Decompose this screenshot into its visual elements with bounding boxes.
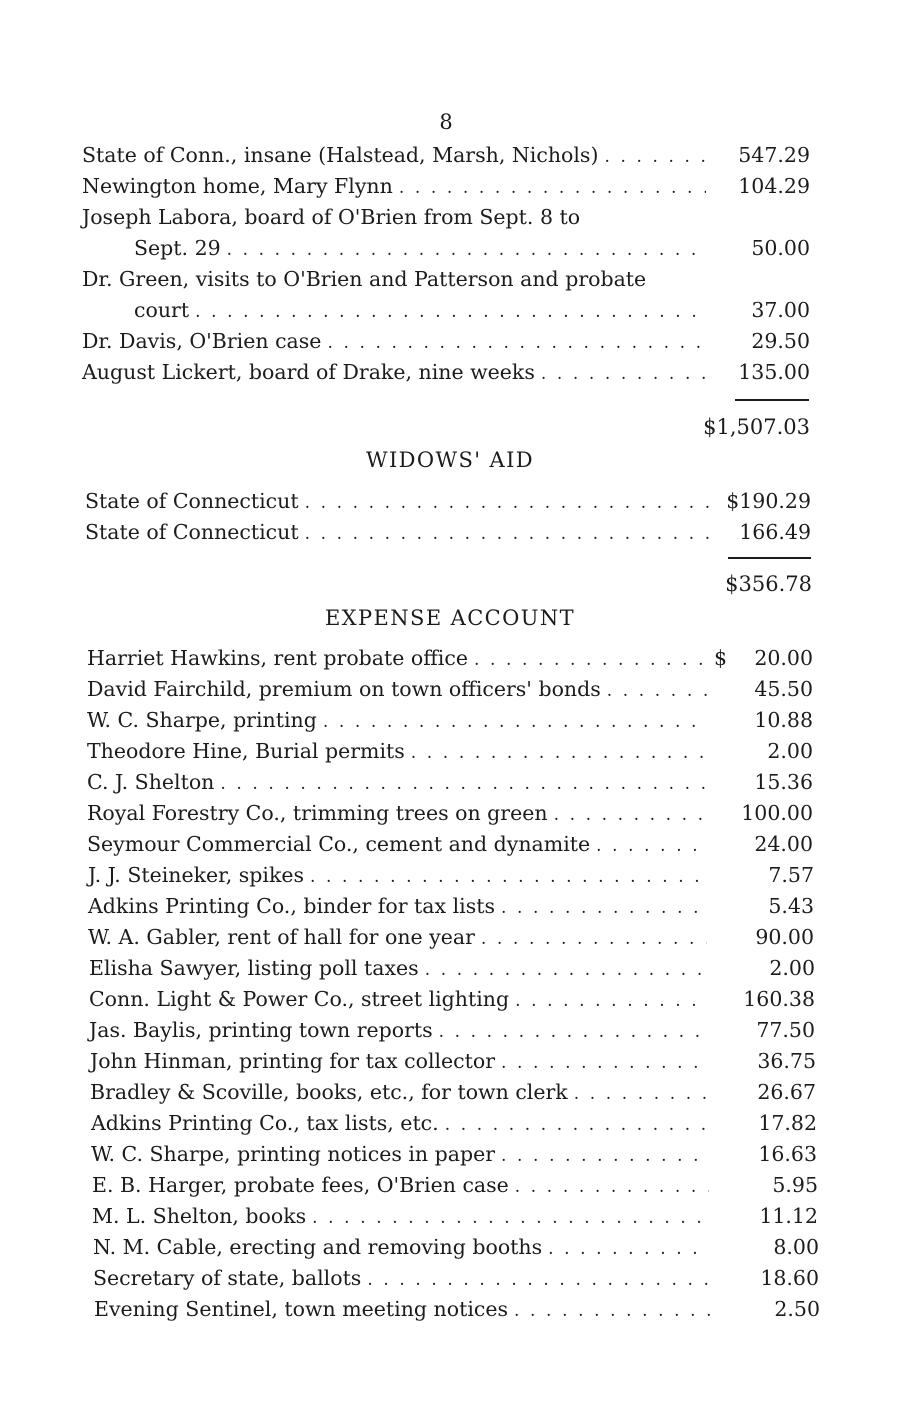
ledger-row [0,1077,900,1108]
entry-amount: 17.82 [758,1111,817,1135]
entry-description: State of Connecticut [85,489,299,513]
leader-dots [514,1296,711,1327]
entry-amount: 104.29 [738,174,810,198]
entry-amount: 29.50 [751,329,810,353]
leader-dots [501,1141,708,1172]
ledger-item [92,1201,715,1234]
entry-amount: 16.63 [758,1142,817,1166]
entry-description: Royal Forestry Co., trimming trees on green [87,801,548,825]
entry-description: Conn. Light & Power Co., street lighting [89,987,510,1011]
entry-description: Theodore Hine, Burial permits [87,739,405,763]
ledger-item [87,798,713,831]
entry-amount: 2.00 [769,956,815,980]
entry-description: Harriet Hawkins, rent probate office [87,646,468,670]
ledger-item [89,953,713,986]
leader-dots [310,862,707,893]
ledger-row [0,1201,900,1232]
ledger-row [0,767,900,798]
widows-aid-heading: WIDOWS' AID [365,448,535,472]
entry-description: W. A. Gabler, rent of hall for one year [88,925,475,949]
entry-amount: 100.00 [741,801,813,825]
entry-amount: 11.12 [759,1204,818,1228]
leader-dots [323,707,707,738]
ledger-row [0,643,900,674]
leader-dots [367,1265,710,1296]
entry-amount: 135.00 [738,360,810,384]
ledger-row [0,357,900,388]
expense-account-section [0,643,900,1325]
widows-aid-section [0,486,900,548]
leader-dots [305,488,720,519]
entry-amount: 5.43 [768,894,814,918]
ledger-item [90,1077,714,1110]
ledger-row [0,798,900,829]
ledger-row [0,202,900,264]
ledger-item [87,736,713,769]
ledger-row [0,860,900,891]
ledger-row [0,1294,900,1325]
leader-dots [312,1203,709,1234]
entry-description: Jas. Baylis, printing town reports [89,1018,433,1042]
entry-amount: 18.60 [760,1266,819,1290]
entry-description: Bradley & Scoville, books, etc., for town clerk [90,1080,568,1104]
ledger-item [88,860,713,893]
entry-amount: 24.00 [754,832,813,856]
leader-dots [195,297,706,328]
leader-dots [425,955,707,986]
entry-description: W. C. Sharpe, printing [87,708,317,732]
ledger-item [82,326,712,359]
dollar-sign: $ [713,646,727,670]
entry-amount: 37.00 [751,298,810,322]
leader-dots [439,1017,707,1048]
ledger-item [91,1139,714,1172]
leader-dots [548,1234,710,1265]
care-total: $1,507.03 [703,415,810,439]
ledger-item [87,705,713,738]
entry-amount: $190.29 [726,489,811,513]
entry-description: State of Conn., insane (Halstead, Marsh, Nichols) [82,143,599,167]
ledger-row [0,922,900,953]
ledger-row [0,1015,900,1046]
leader-dots [445,1110,708,1141]
entry-description: J. J. Steineker, spikes [88,863,305,887]
ledger-item [87,674,713,707]
entry-amount: 2.00 [767,739,813,763]
total-rule [735,399,809,401]
ledger-item [82,171,712,204]
care-section [0,140,900,388]
ledger-row [0,1170,900,1201]
leader-dots [399,173,706,204]
leader-dots [220,769,707,800]
ledger-item [88,891,713,924]
leader-dots [227,235,706,266]
entry-amount: 166.49 [739,520,811,544]
entry-amount: 547.29 [738,143,810,167]
ledger-item [91,1108,714,1141]
ledger-item [89,1015,713,1048]
entry-description: Secretary of state, ballots [93,1266,362,1290]
ledger-row [0,517,900,548]
ledger-item [89,984,713,1017]
ledger-item [87,829,713,862]
ledger-row [0,1232,900,1263]
page-number: 8 [439,110,453,134]
ledger-item [87,643,727,676]
ledger-row [0,705,900,736]
total-rule [728,557,811,559]
leader-dots [327,328,706,359]
ledger-item [93,1232,716,1265]
entry-description: Adkins Printing Co., tax lists, etc. [91,1111,439,1135]
ledger-row [0,674,900,705]
entry-amount: 90.00 [755,925,814,949]
ledger-row [0,1108,900,1139]
leader-dots [515,986,707,1017]
ledger-item [93,1263,716,1296]
entry-amount: 160.38 [743,987,815,1011]
entry-description: M. L. Shelton, books [92,1204,307,1228]
entry-description: State of Connecticut [85,520,299,544]
leader-dots [474,645,708,676]
ledger-row [0,264,900,326]
entry-description: August Lickert, board of Drake, nine weeks [82,360,535,384]
ledger-item [82,140,712,173]
entry-amount: 7.57 [768,863,814,887]
entry-description: W. C. Sharpe, printing notices in paper [91,1142,496,1166]
ledger-row [0,140,900,171]
entry-description: Newington home, Mary Flynn [82,174,393,198]
entry-description: Dr. Davis, O'Brien case [82,329,322,353]
leader-dots [501,893,707,924]
ledger-row [0,1263,900,1294]
expense-account-heading: EXPENSE ACCOUNT [324,606,576,630]
leader-dots [305,519,720,550]
entry-description: C. J. Shelton [87,770,215,794]
entry-description: Elisha Sawyer, listing poll taxes [89,956,419,980]
entry-description: Sept. 29 [134,236,221,260]
ledger-row [0,1139,900,1170]
ledger-item [92,1170,715,1203]
ledger-row [0,486,900,517]
entry-amount: 50.00 [751,236,810,260]
ledger-item [88,922,713,955]
ledger-row [0,984,900,1015]
entry-amount: 20.00 [754,646,813,670]
entry-description-line: Joseph Labora, board of O'Brien from Sept. 8 to [82,205,581,229]
ledger-item [94,1294,717,1327]
entry-description: N. M. Cable, erecting and removing booths [93,1235,543,1259]
entry-amount: 26.67 [757,1080,816,1104]
ledger-row [0,891,900,922]
ledger-item [87,767,713,800]
entry-amount: 8.00 [773,1235,819,1259]
entry-amount: 5.95 [772,1173,818,1197]
ledger-item [134,233,712,266]
ledger-row [0,171,900,202]
entry-amount: 15.36 [754,770,813,794]
leader-dots [515,1172,709,1203]
entry-description: Evening Sentinel, town meeting notices [94,1297,509,1321]
leader-dots [411,738,707,769]
ledger-item [85,517,726,550]
entry-amount: 10.88 [754,708,813,732]
entry-amount: 77.50 [756,1018,815,1042]
ledger-row [0,736,900,767]
entry-description: E. B. Harger, probate fees, O'Brien case [92,1173,509,1197]
leader-dots [481,924,707,955]
ledger-item [90,1046,714,1079]
entry-amount: 45.50 [754,677,813,701]
ledger-row [0,1046,900,1077]
ledger-item [85,486,726,519]
entry-description: David Fairchild, premium on town officers' bonds [87,677,601,701]
ledger-row [0,326,900,357]
entry-description: Adkins Printing Co., binder for tax lists [88,894,495,918]
ledger-row [0,953,900,984]
entry-amount: 2.50 [774,1297,820,1321]
ledger-item [134,295,712,328]
entry-description: court [134,298,190,322]
widows-aid-total: $356.78 [725,572,812,596]
entry-description: Seymour Commercial Co., cement and dynamite [87,832,591,856]
ledger-item [82,357,712,390]
entry-description-line: Dr. Green, visits to O'Brien and Patterson and probate [82,267,647,291]
leader-dots [501,1048,708,1079]
ledger-row [0,829,900,860]
entry-amount: 36.75 [757,1049,816,1073]
entry-description: John Hinman, printing for tax collector [90,1049,496,1073]
